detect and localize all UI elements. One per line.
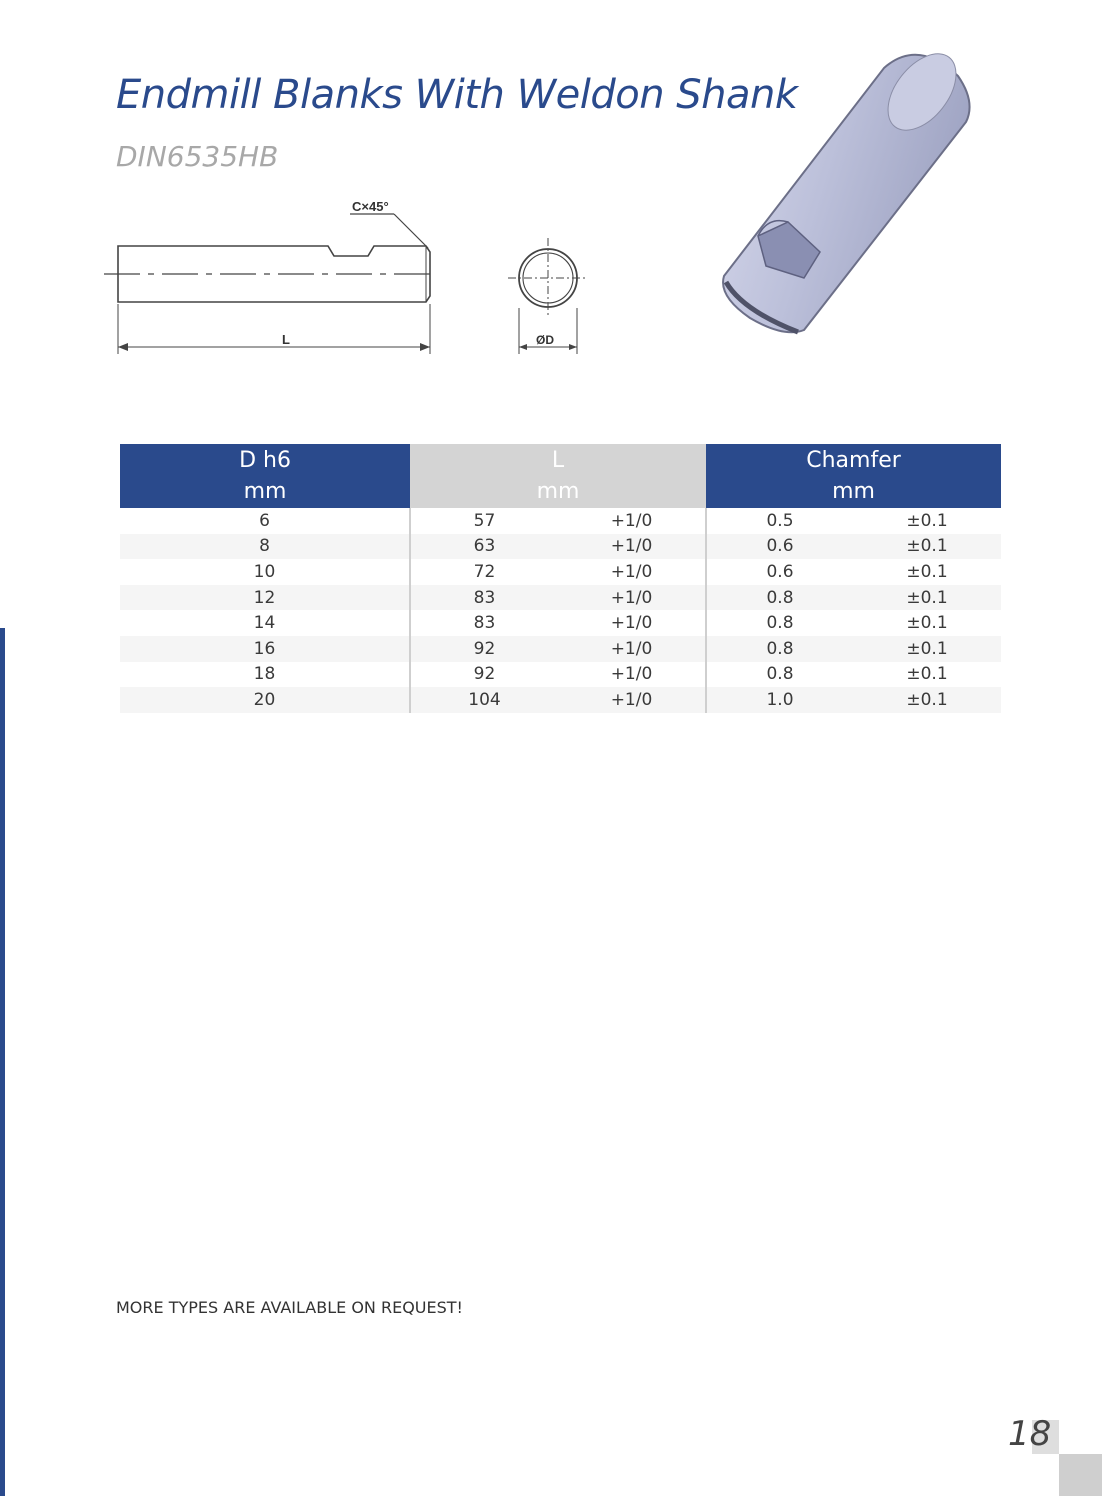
table-row — [120, 687, 1001, 713]
header-l-line2: mm — [536, 479, 580, 504]
chamfer-label: C×45° — [352, 199, 389, 214]
cell-l: 92 — [410, 662, 558, 688]
table-row — [120, 662, 1001, 688]
cell-d: 16 — [120, 636, 410, 662]
cell-l: 57 — [410, 508, 558, 534]
page-corner-box — [1059, 1454, 1102, 1496]
cell-chamfer: 0.8 — [706, 610, 853, 636]
cell-l-tol: +1/0 — [610, 664, 653, 685]
cell-chamfer-tol: ±0.1 — [906, 510, 948, 531]
cell-chamfer: 1.0 — [706, 687, 853, 713]
cell-chamfer-tol: ±0.1 — [853, 636, 1001, 662]
table-row — [120, 585, 1001, 611]
cell-l-tol: +1/0 — [558, 636, 706, 662]
cell-chamfer-tol: ±0.1 — [906, 613, 948, 634]
cell-d: 18 — [253, 664, 276, 685]
header-chamfer-line2: mm — [832, 479, 875, 504]
cell-l-tol: +1/0 — [558, 585, 706, 611]
cell-d: 8 — [120, 534, 410, 560]
cell-l-tol: +1/0 — [610, 561, 653, 582]
cell-l-tol: +1/0 — [610, 613, 653, 634]
cell-chamfer-tol: ±0.1 — [853, 585, 1001, 611]
cell-l: 83 — [410, 585, 558, 611]
header-d-line1: D h6 — [239, 448, 291, 473]
cell-l-tol: +1/0 — [610, 510, 653, 531]
blank-3d-render — [712, 40, 982, 340]
cell-l: 92 — [410, 636, 558, 662]
cell-chamfer: 0.5 — [706, 508, 853, 534]
header-chamfer — [706, 444, 1001, 508]
page-subtitle: DIN6535HB — [116, 140, 279, 173]
side-view-drawing — [100, 190, 440, 370]
cell-l: 72 — [410, 559, 558, 585]
table-row — [120, 508, 1001, 534]
cell-chamfer: 0.8 — [706, 662, 853, 688]
cell-chamfer: 0.6 — [706, 559, 853, 585]
cell-l: 63 — [410, 534, 558, 560]
page-number: 18 — [1008, 1414, 1052, 1454]
cell-chamfer: 0.8 — [706, 585, 853, 611]
cell-chamfer-tol: ±0.1 — [853, 534, 1001, 560]
cell-d: 6 — [259, 510, 270, 531]
header-d — [120, 444, 410, 508]
cell-l: 83 — [410, 610, 558, 636]
cell-chamfer: 0.8 — [706, 636, 853, 662]
header-d-line2: mm — [243, 479, 287, 504]
header-l — [410, 444, 706, 508]
page-title: Endmill Blanks With Weldon Shank — [116, 72, 798, 118]
header-l-line1: L — [551, 448, 565, 473]
footer-note: MORE TYPES ARE AVAILABLE ON REQUEST! — [116, 1298, 463, 1317]
cell-d: 10 — [253, 561, 276, 582]
table-header-row — [120, 444, 1001, 508]
cell-chamfer-tol: ±0.1 — [906, 664, 948, 685]
cell-chamfer: 0.6 — [706, 534, 853, 560]
table-row — [120, 534, 1001, 560]
length-label: L — [282, 332, 290, 347]
spec-table — [120, 444, 1001, 713]
table-row — [120, 636, 1001, 662]
cell-d: 12 — [120, 585, 410, 611]
cell-d: 14 — [253, 613, 276, 634]
header-chamfer-line1: Chamfer — [806, 448, 901, 473]
left-accent-bar — [0, 628, 5, 1496]
diameter-label: ØD — [536, 333, 554, 347]
table-row — [120, 559, 1001, 585]
cell-chamfer-tol: ±0.1 — [906, 561, 948, 582]
cell-d: 20 — [120, 687, 410, 713]
table-row — [120, 610, 1001, 636]
cell-l-tol: +1/0 — [558, 534, 706, 560]
cell-l-tol: +1/0 — [558, 687, 706, 713]
cell-chamfer-tol: ±0.1 — [853, 687, 1001, 713]
end-view-drawing — [506, 236, 596, 356]
cell-l: 104 — [410, 687, 558, 713]
